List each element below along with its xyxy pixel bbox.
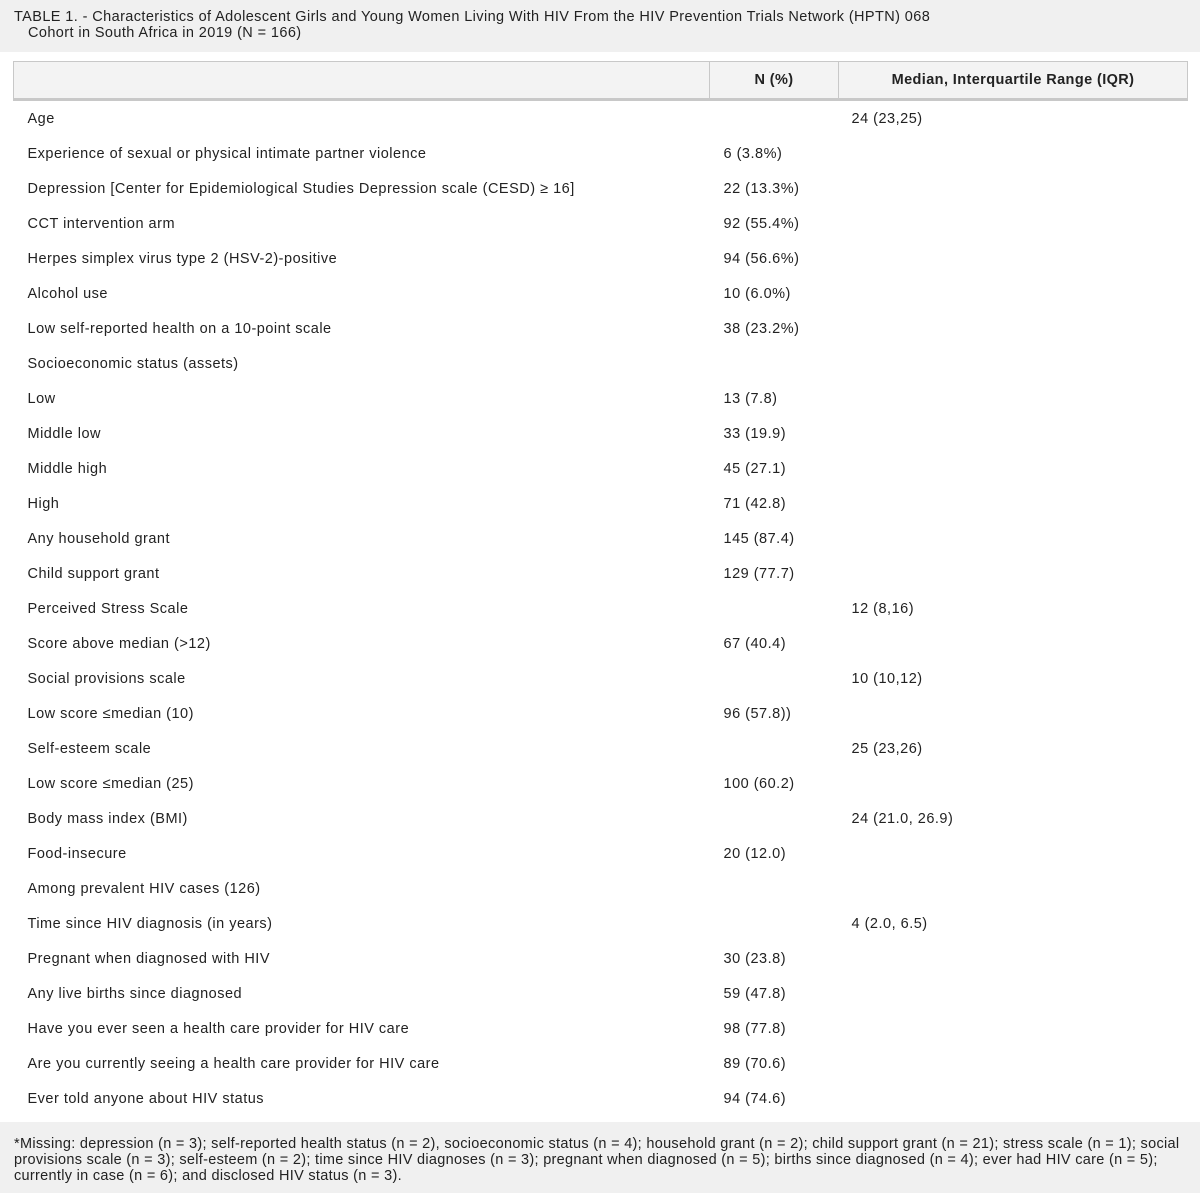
row-median-iqr xyxy=(839,136,1188,171)
row-median-iqr xyxy=(839,626,1188,661)
row-label: Child support grant xyxy=(27,565,160,582)
table-header xyxy=(14,62,1188,100)
row-median-iqr xyxy=(839,836,1188,871)
row-n-percent xyxy=(710,100,839,137)
table-row xyxy=(14,591,1188,626)
row-label: Low xyxy=(27,390,56,407)
row-label: Age xyxy=(27,110,55,127)
header-characteristic xyxy=(14,62,710,100)
table-row xyxy=(14,766,1188,801)
caption-line-1: TABLE 1. - Characteristics of Adolescent Girls and Young Women Living With HIV From the HIV Prevention Trials Network (HPTN) 068 xyxy=(14,9,931,25)
table-row xyxy=(14,451,1188,486)
row-median-iqr xyxy=(839,696,1188,731)
row-n-percent xyxy=(710,906,839,941)
table-row xyxy=(14,731,1188,766)
row-n-percent: 96 (57.8)) xyxy=(723,705,792,722)
table-row xyxy=(14,276,1188,311)
row-label: Among prevalent HIV cases (126) xyxy=(27,880,261,897)
row-median-iqr xyxy=(839,346,1188,381)
row-label: High xyxy=(27,495,60,512)
row-label: Alcohol use xyxy=(27,285,108,302)
row-label: Score above median (>12) xyxy=(27,635,211,652)
row-median-iqr: 24 (21.0, 26.9) xyxy=(851,810,954,827)
row-label: Time since HIV diagnosis (in years) xyxy=(27,915,273,932)
row-label: Low self-reported health on a 10-point scale xyxy=(27,320,332,337)
row-label: CCT intervention arm xyxy=(27,215,176,232)
characteristics-table xyxy=(13,61,1188,1116)
row-median-iqr: 4 (2.0, 6.5) xyxy=(851,915,928,932)
table-row xyxy=(14,836,1188,871)
row-median-iqr xyxy=(839,486,1188,521)
table-row xyxy=(14,206,1188,241)
row-median-iqr xyxy=(839,311,1188,346)
row-label: Ever told anyone about HIV status xyxy=(27,1090,265,1107)
row-n-percent: 6 (3.8%) xyxy=(723,145,783,162)
table-row xyxy=(14,906,1188,941)
table-row xyxy=(14,241,1188,276)
row-n-percent: 45 (27.1) xyxy=(723,460,787,477)
row-median-iqr: 25 (23,26) xyxy=(851,740,923,757)
table-row xyxy=(14,521,1188,556)
row-n-percent: 94 (56.6%) xyxy=(723,250,800,267)
table-row xyxy=(14,486,1188,521)
table-row xyxy=(14,1011,1188,1046)
table-row xyxy=(14,696,1188,731)
row-label: Are you currently seeing a health care provider for HIV care xyxy=(27,1055,440,1072)
row-n-percent: 13 (7.8) xyxy=(723,390,778,407)
row-label: Pregnant when diagnosed with HIV xyxy=(27,950,271,967)
row-n-percent: 33 (19.9) xyxy=(723,425,787,442)
table-row xyxy=(14,1046,1188,1081)
table-row xyxy=(14,661,1188,696)
table-row xyxy=(14,801,1188,836)
caption-line-2: Cohort in South Africa in 2019 (N = 166) xyxy=(28,25,302,41)
row-n-percent: 145 (87.4) xyxy=(723,530,795,547)
row-median-iqr xyxy=(839,206,1188,241)
table-row xyxy=(14,171,1188,206)
row-median-iqr xyxy=(839,171,1188,206)
row-label: Any live births since diagnosed xyxy=(27,985,243,1002)
row-label: Social provisions scale xyxy=(27,670,186,687)
row-median-iqr xyxy=(839,1081,1188,1116)
header-median-iqr: Median, Interquartile Range (IQR) xyxy=(839,62,1188,100)
row-n-percent: 94 (74.6) xyxy=(723,1090,787,1107)
table-row xyxy=(14,100,1188,137)
row-label: Middle low xyxy=(27,425,101,442)
table-row xyxy=(14,416,1188,451)
row-median-iqr xyxy=(839,276,1188,311)
row-label: Herpes simplex virus type 2 (HSV-2)-positive xyxy=(27,250,338,267)
row-median-iqr: 12 (8,16) xyxy=(851,600,915,617)
characteristics-table-container xyxy=(13,61,1187,1116)
table-footnote: *Missing: depression (n = 3); self-reported health status (n = 2), socioeconomic status (n = 4); household grant (n = 2); child support grant (n = 21); stress scale (n = 1); social provisions scale (n = 3); self-esteem (n = 2); time since HIV diagnoses (n = 3); pregnant when diagnosed (n = 5); births since diagnosed (n = 4); ever had HIV care (n = 5); currently in case (n = 6); and disclosed HIV status (n = 3). xyxy=(0,1122,1200,1193)
row-median-iqr xyxy=(839,941,1188,976)
row-n-percent xyxy=(710,661,839,696)
row-median-iqr xyxy=(839,556,1188,591)
row-median-iqr xyxy=(839,451,1188,486)
row-n-percent xyxy=(710,801,839,836)
table-body xyxy=(14,100,1188,1117)
row-n-percent: 67 (40.4) xyxy=(723,635,787,652)
row-n-percent: 98 (77.8) xyxy=(723,1020,787,1037)
row-n-percent xyxy=(710,731,839,766)
table-row xyxy=(14,626,1188,661)
row-median-iqr: 10 (10,12) xyxy=(851,670,923,687)
row-n-percent: 30 (23.8) xyxy=(723,950,787,967)
row-median-iqr xyxy=(839,976,1188,1011)
row-label: Self-esteem scale xyxy=(27,740,152,757)
header-row xyxy=(14,62,1188,100)
row-median-iqr xyxy=(839,1011,1188,1046)
row-median-iqr xyxy=(839,521,1188,556)
table-row xyxy=(14,136,1188,171)
row-n-percent: 71 (42.8) xyxy=(723,495,787,512)
row-n-percent: 59 (47.8) xyxy=(723,985,787,1002)
table-row xyxy=(14,381,1188,416)
row-median-iqr xyxy=(839,381,1188,416)
row-label: Food-insecure xyxy=(27,845,127,862)
row-median-iqr xyxy=(839,416,1188,451)
table-row xyxy=(14,941,1188,976)
row-median-iqr xyxy=(839,1046,1188,1081)
table-row xyxy=(14,311,1188,346)
table-row xyxy=(14,1081,1188,1116)
row-label: Body mass index (BMI) xyxy=(27,810,188,827)
row-median-iqr xyxy=(839,871,1188,906)
row-label: Low score ≤median (25) xyxy=(27,775,194,792)
table-row xyxy=(14,976,1188,1011)
row-n-percent: 129 (77.7) xyxy=(723,565,795,582)
row-n-percent: 20 (12.0) xyxy=(723,845,787,862)
row-label: Perceived Stress Scale xyxy=(27,600,189,617)
row-n-percent xyxy=(710,346,839,381)
row-n-percent: 92 (55.4%) xyxy=(723,215,800,232)
row-label: Experience of sexual or physical intimate partner violence xyxy=(27,145,427,162)
row-n-percent xyxy=(710,871,839,906)
row-label: Have you ever seen a health care provider for HIV care xyxy=(27,1020,410,1037)
row-n-percent xyxy=(710,591,839,626)
row-median-iqr xyxy=(839,241,1188,276)
table-row xyxy=(14,346,1188,381)
row-label: Depression [Center for Epidemiological Studies Depression scale (CESD) ≥ 16] xyxy=(27,180,575,197)
row-n-percent: 100 (60.2) xyxy=(723,775,795,792)
row-n-percent: 38 (23.2%) xyxy=(723,320,800,337)
row-label: Any household grant xyxy=(27,530,171,547)
row-label: Socioeconomic status (assets) xyxy=(27,355,239,372)
row-n-percent: 10 (6.0%) xyxy=(723,285,791,302)
row-label: Low score ≤median (10) xyxy=(27,705,194,722)
row-median-iqr xyxy=(839,766,1188,801)
table-row xyxy=(14,871,1188,906)
row-n-percent: 22 (13.3%) xyxy=(723,180,800,197)
table-caption xyxy=(0,0,1200,52)
row-label: Middle high xyxy=(27,460,108,477)
row-median-iqr: 24 (23,25) xyxy=(851,110,923,127)
row-n-percent: 89 (70.6) xyxy=(723,1055,787,1072)
header-n-percent: N (%) xyxy=(710,62,839,100)
table-row xyxy=(14,556,1188,591)
